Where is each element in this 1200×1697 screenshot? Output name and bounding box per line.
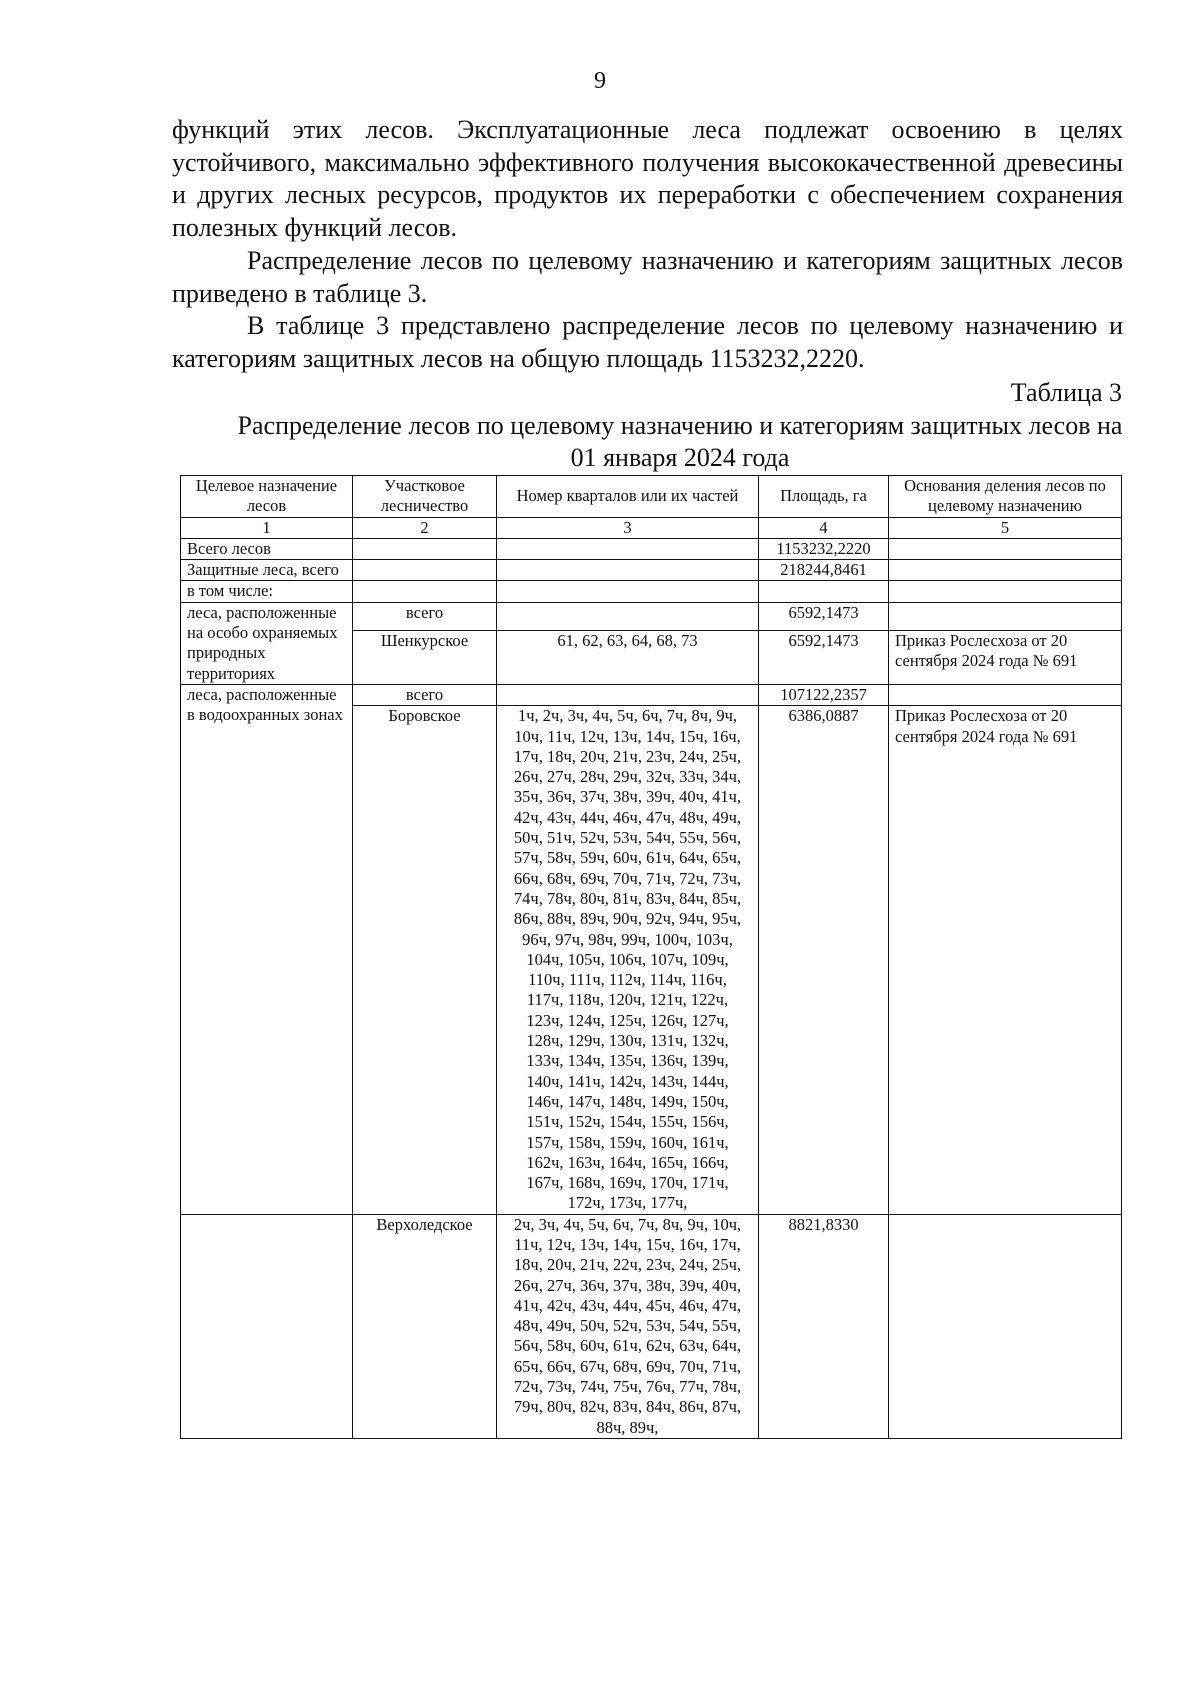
water-total-area: 107122,2357 xyxy=(759,684,889,705)
table-row-total xyxy=(181,538,1122,559)
protective-area: 218244,8461 xyxy=(759,560,889,581)
verkholedskoe-quarters: 2ч, 3ч, 4ч, 5ч, 6ч, 7ч, 8ч, 9ч, 10ч, 11ч, 12ч, 13ч, 14ч, 15ч, 16ч, 17ч, 18ч, 20ч, 21ч, 22ч, 23ч, 24ч, 25ч, 26ч, 27ч, 36ч, 37ч, 38ч, 39ч, 40ч, 41ч, 42ч, 43ч, 44ч, 45ч, 46ч, 47ч, 48ч, 49ч, 50ч, 52ч, 53ч, 54ч, 55ч, 56ч, 58ч, 60ч, 61ч, 62ч, 63ч, 64ч, 65ч, 66ч, 67ч, 68ч, 69ч, 70ч, 71ч, 72ч, 73ч, 74ч, 75ч, 76ч, 77ч, 78ч, 79ч, 80ч, 82ч, 83ч, 84ч, 86ч, 87ч, 88ч, 89ч, xyxy=(497,1214,759,1438)
page-number: 9 xyxy=(594,68,606,94)
header-area: Площадь, га xyxy=(759,476,889,518)
opt-quarters: 61, 62, 63, 64, 68, 73 xyxy=(497,630,759,684)
verkholedskoe-area: 8821,8330 xyxy=(759,1214,889,1438)
opt-area: 6592,1473 xyxy=(759,630,889,684)
column-number: 4 xyxy=(759,517,889,538)
opt-total-area: 6592,1473 xyxy=(759,602,889,630)
table-label: Таблица 3 xyxy=(1010,378,1122,407)
table-row-water-verkholedskoe xyxy=(181,1214,1122,1438)
table-row-protective xyxy=(181,560,1122,581)
opt-forestry: Шенкурское xyxy=(353,630,497,684)
paragraph-3: В таблице 3 представлено распределение лесов по целевому назначению и категориям защитных лесов на общую площадь 1153232,2220. xyxy=(172,311,1123,373)
borovskoe-basis: Приказ Рослесхоза от 20 сентября 2024 года № 691 xyxy=(889,706,1122,1214)
total-area: 1153232,2220 xyxy=(759,538,889,559)
protective-label: Защитные леса, всего xyxy=(181,560,353,581)
header-purpose: Целевое назначение лесов xyxy=(181,476,353,518)
table-title: Распределение лесов по целевому назначению и категориям защитных лесов на 01 января 2024 года xyxy=(237,411,1123,472)
table-row-including xyxy=(181,581,1122,602)
header-quarters: Номер кварталов или их частей xyxy=(497,476,759,518)
table-row-opt-total xyxy=(181,602,1122,630)
column-number: 3 xyxy=(497,517,759,538)
column-number: 1 xyxy=(181,517,353,538)
table-header-row xyxy=(181,476,1122,518)
opt-basis: Приказ Рослесхоза от 20 сентября 2024 года № 691 xyxy=(889,630,1122,684)
column-number-row xyxy=(181,517,1122,538)
borovskoe-forestry: Боровское xyxy=(353,706,497,1214)
paragraph-1: функций этих лесов. Эксплуатационные леса подлежат освоению в целях устойчивого, максимально эффективного получения высококачественной древесины и других лесных ресурсов, продуктов их переработки с обеспечением сохранения полезных функций лесов. xyxy=(172,115,1123,243)
opt-total-label: всего xyxy=(353,602,497,630)
table-row-water-total xyxy=(181,684,1122,705)
verkholedskoe-forestry: Верхоледское xyxy=(353,1214,497,1438)
water-total-label: всего xyxy=(353,684,497,705)
total-label: Всего лесов xyxy=(181,538,353,559)
borovskoe-quarters: 1ч, 2ч, 3ч, 4ч, 5ч, 6ч, 7ч, 8ч, 9ч, 10ч, 11ч, 12ч, 13ч, 14ч, 15ч, 16ч, 17ч, 18ч, 20ч, 21ч, 23ч, 24ч, 25ч, 26ч, 27ч, 28ч, 29ч, 32ч, 33ч, 34ч, 35ч, 36ч, 37ч, 38ч, 39ч, 40ч, 41ч, 42ч, 43ч, 44ч, 46ч, 47ч, 48ч, 49ч, 50ч, 51ч, 52ч, 53ч, 54ч, 55ч, 56ч, 57ч, 58ч, 59ч, 60ч, 61ч, 64ч, 65ч, 66ч, 68ч, 69ч, 70ч, 71ч, 72ч, 73ч, 74ч, 78ч, 80ч, 81ч, 83ч, 84ч, 85ч, 86ч, 88ч, 89ч, 90ч, 92ч, 94ч, 95ч, 96ч, 97ч, 98ч, 99ч, 100ч, 103ч, 104ч, 105ч, 106ч, 107ч, 109ч, 110ч, 111ч, 112ч, 114ч, 116ч, 117ч, 118ч, 120ч, 121ч, 122ч, 123ч, 124ч, 125ч, 126ч, 127ч, 128ч, 129ч, 130ч, 131ч, 132ч, 133ч, 134ч, 135ч, 136ч, 139ч, 140ч, 141ч, 142ч, 143ч, 144ч, 146ч, 147ч, 148ч, 149ч, 150ч, 151ч, 152ч, 154ч, 155ч, 156ч, 157ч, 158ч, 159ч, 160ч, 161ч, 162ч, 163ч, 164ч, 165ч, 166ч, 167ч, 168ч, 169ч, 170ч, 171ч, 172ч, 173ч, 177ч, xyxy=(497,706,759,1214)
header-basis: Основания деления лесов по целевому назначению xyxy=(889,476,1122,518)
including-label: в том числе: xyxy=(181,581,353,602)
water-label: леса, расположенные в водоохранных зонах xyxy=(181,684,353,1214)
paragraph-2: Распределение лесов по целевому назначению и категориям защитных лесов приведено в таблице 3. xyxy=(172,245,1123,308)
body-text xyxy=(172,114,1123,376)
column-number: 5 xyxy=(889,517,1122,538)
header-forestry: Участковое лесничество xyxy=(353,476,497,518)
column-number: 2 xyxy=(353,517,497,538)
opt-label: леса, расположенные на особо охраняемых природных территориях xyxy=(181,602,353,684)
borovskoe-area: 6386,0887 xyxy=(759,706,889,1214)
forest-distribution-table xyxy=(180,475,1122,1439)
